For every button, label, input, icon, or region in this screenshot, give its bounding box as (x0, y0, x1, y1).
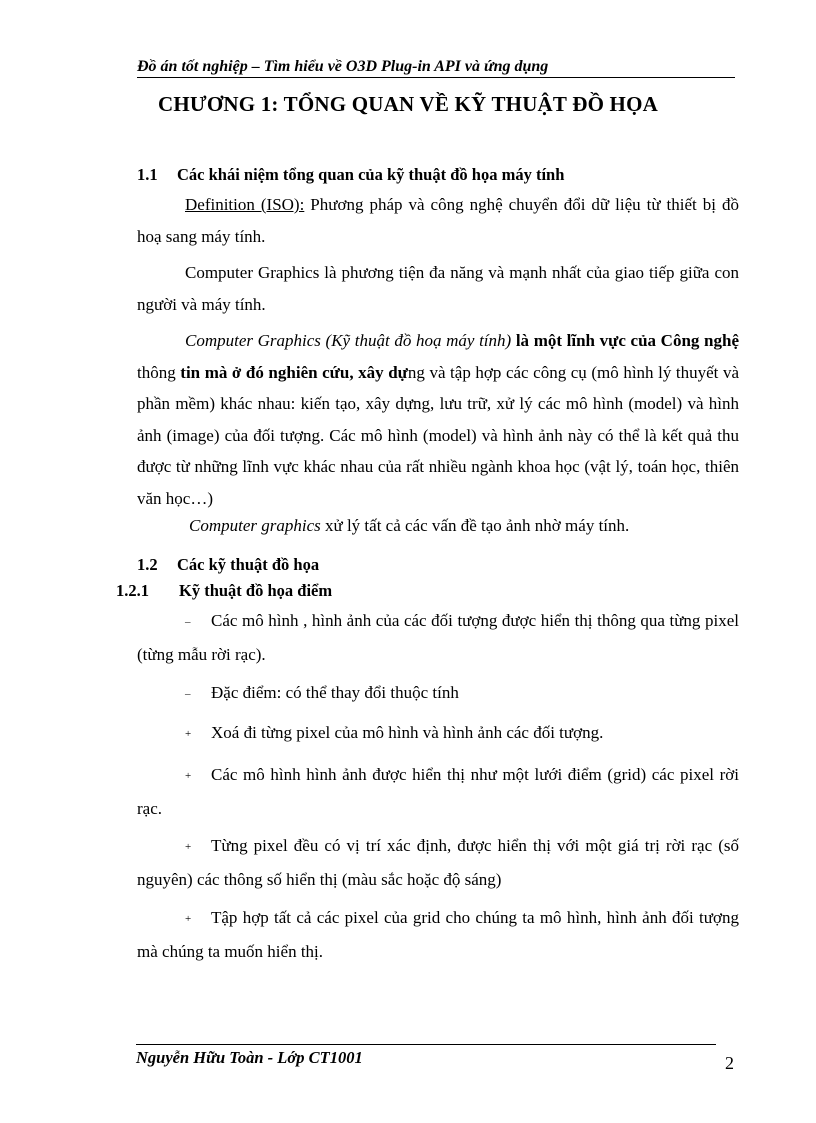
term-italic: Computer graphics (189, 516, 321, 535)
plus-bullet: + (185, 770, 192, 782)
paragraph-text: Computer Graphics là phương tiện đa năng và mạnh nhất của giao tiếp giữa con người và máy tính. (137, 263, 739, 314)
list-item (137, 677, 739, 711)
paragraph-text: ng và tập hợp các công cụ (mô hình lý thuyết và phần mềm) khác nhau: kiến tạo, xây dựng, lưu trữ, xử lý các mô hình (model) và hình ảnh (image) của đối tượng. Các mô hình (model) và hình ảnh này có thể là kết quả thu được từ những lĩnh vực khác nhau của rất nhiều ngành khoa học (vật lý, toán học, thiên văn học…) (137, 362, 739, 508)
definition-text: Phương pháp và công nghệ chuyển đổi dữ liệu từ thiết bị đồ hoạ sang máy tính. (137, 195, 739, 246)
section-title: Các khái niệm tổng quan của kỹ thuật đồ họa máy tính (177, 165, 565, 184)
list-item-text: Các mô hình hình ảnh được hiển thị như một lưới điểm (grid) các pixel rời rạc. (137, 765, 739, 818)
page-number: 2 (725, 1053, 734, 1073)
list-item (137, 902, 739, 967)
plus-bullet: + (185, 913, 192, 925)
plain-phrase: thông (137, 362, 176, 382)
section-title: Kỹ thuật đồ họa điểm (179, 581, 333, 600)
list-item-text: Tập hợp tất cả các pixel của grid cho chúng ta mô hình, hình ảnh đối tượng mà chúng ta muốn hiển thị. (137, 908, 739, 961)
section-number: 1.2.1 (116, 581, 149, 600)
section-1-2-1-heading (116, 581, 332, 601)
list-item (137, 759, 739, 824)
bold-phrase: là một lĩnh vực của Công nghệ (511, 331, 739, 350)
bold-phrase-2: tin mà ở đó nghiên cứu, xây dự (175, 362, 408, 382)
section-1-1-heading (137, 165, 564, 185)
definition-label: Definition (ISO): (185, 195, 305, 214)
plus-bullet: + (185, 841, 192, 853)
list-item-text: Từng pixel đều có vị trí xác định, được hiển thị với một giá trị rời rạc (số nguyên) các thông số hiển thị (màu sắc hoặc độ sáng) (137, 836, 739, 889)
definition-paragraph (137, 189, 739, 252)
list-item (137, 605, 739, 670)
section-title: Các kỹ thuật đồ họa (177, 555, 320, 574)
list-item-text: Xoá đi từng pixel của mô hình và hình ảnh các đối tượng. (211, 723, 604, 742)
footer-divider (136, 1044, 716, 1045)
paragraph-definition-cg (137, 325, 739, 514)
paragraph-text: xử lý tất cả các vấn đề tạo ảnh nhờ máy tính. (320, 516, 630, 535)
list-item (137, 830, 739, 895)
paragraph-interface (137, 257, 739, 320)
dash-bullet: – (185, 616, 191, 628)
running-header: Đồ án tốt nghiệp – Tìm hiểu về O3D Plug-in API và ứng dụng (137, 57, 735, 78)
section-number: 1.2 (137, 555, 158, 574)
paragraph-cg-processing (137, 510, 739, 542)
section-number: 1.1 (137, 165, 158, 184)
list-item-text: Đặc điểm: có thể thay đổi thuộc tính (211, 683, 459, 702)
section-1-2-heading (137, 555, 319, 575)
term-italic: Computer Graphics (Kỹ thuật đồ hoạ máy tính) (185, 331, 512, 350)
list-item-text: Các mô hình , hình ảnh của các đối tượng được hiển thị thông qua từng pixel (từng mẫu rời rạc). (137, 611, 739, 664)
plus-bullet: + (185, 728, 192, 740)
dash-bullet: – (185, 688, 191, 700)
footer-author: Nguyễn Hữu Toàn - Lớp CT1001 (136, 1048, 363, 1067)
chapter-title: CHƯƠNG 1: TỔNG QUAN VỀ KỸ THUẬT ĐỒ HỌA (158, 92, 658, 116)
list-item (137, 717, 739, 751)
